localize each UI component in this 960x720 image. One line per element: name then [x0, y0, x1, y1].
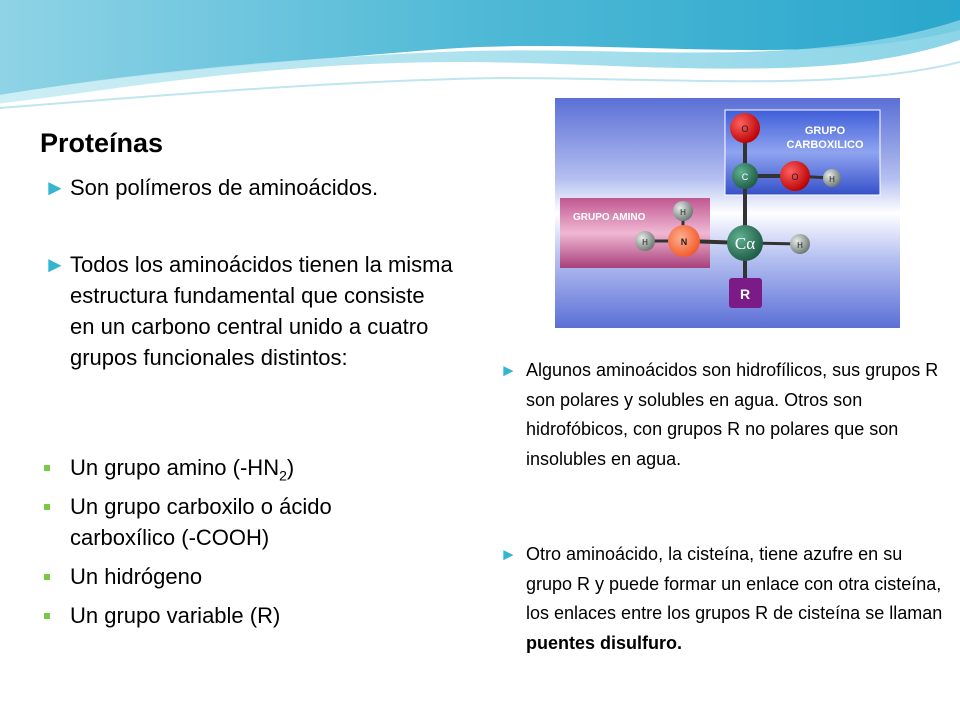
grupo-amino-label: GRUPO AMINO — [573, 212, 646, 223]
sub-bullet-text: Un grupo amino $(-HN_2)$ — [70, 455, 295, 484]
sub-bullet-text: Un hidrógeno — [70, 564, 203, 589]
bullet-text: Algunos aminoácidos son hidrofílicos, sus grupos R son polares y solubles en agua. Otros son hidrofóbicos, con grupos R no polares que son insolubles en agua. — [526, 360, 939, 469]
bullet-text: Otro aminoácido, la cisteína, tiene azufre en su grupo R y puede formar un enlace con otra cisteína, los enlaces entre los grupos R de cisteína se llaman puentes disulfuro. — [526, 544, 943, 653]
arrow-bullet-icon: ► — [44, 175, 66, 200]
atom-label: O — [741, 124, 749, 134]
sub-bullet-item — [44, 452, 430, 491]
bold-term: puentes disulfuro. — [526, 632, 683, 653]
header-wave-decoration — [0, 0, 960, 110]
sub-bullet-item — [44, 491, 430, 553]
sub-bullet-text: Un grupo carboxilo o ácido carboxílico (-COOH) — [70, 494, 332, 550]
square-bullet-icon — [44, 613, 50, 619]
atom-label: H — [642, 238, 648, 247]
grupo-carboxilico-label-line1: GRUPO — [804, 125, 846, 137]
amino-acid-structure-diagram — [555, 98, 900, 328]
atom-label: H — [829, 175, 835, 184]
atom-label: C — [741, 172, 749, 182]
arrow-bullet-icon: ► — [500, 545, 517, 564]
square-bullet-icon — [44, 504, 50, 510]
sub-bullet-item — [44, 600, 430, 631]
atom-label: N — [680, 237, 688, 247]
bullet-text: Todos los aminoácidos tienen la misma estructura fundamental que consiste en un carbono central unido a cuatro grupos funcionales distintos: — [70, 252, 453, 370]
atom-label: H — [680, 208, 686, 217]
bullet-item — [44, 249, 455, 373]
atom-label: R — [739, 286, 751, 302]
arrow-bullet-icon: ► — [500, 361, 517, 380]
atom-label: H — [797, 241, 803, 250]
bullet-item — [44, 172, 455, 203]
bullet-text: Son polímeros de aminoácidos. — [70, 175, 379, 200]
sub-bullet-text: Un grupo variable (R) — [70, 603, 281, 628]
bullet-item — [500, 356, 946, 474]
sub-bullet-item — [44, 561, 430, 592]
square-bullet-icon — [44, 465, 50, 471]
atom-label: O — [791, 172, 799, 182]
bullet-item — [500, 540, 946, 658]
square-bullet-icon — [44, 574, 50, 580]
arrow-bullet-icon: ► — [44, 252, 66, 277]
slide-title: Proteínas — [40, 128, 164, 158]
grupo-carboxilico-label-line2: CARBOXILICO — [786, 139, 864, 151]
atom-label: Cα — [734, 234, 756, 253]
